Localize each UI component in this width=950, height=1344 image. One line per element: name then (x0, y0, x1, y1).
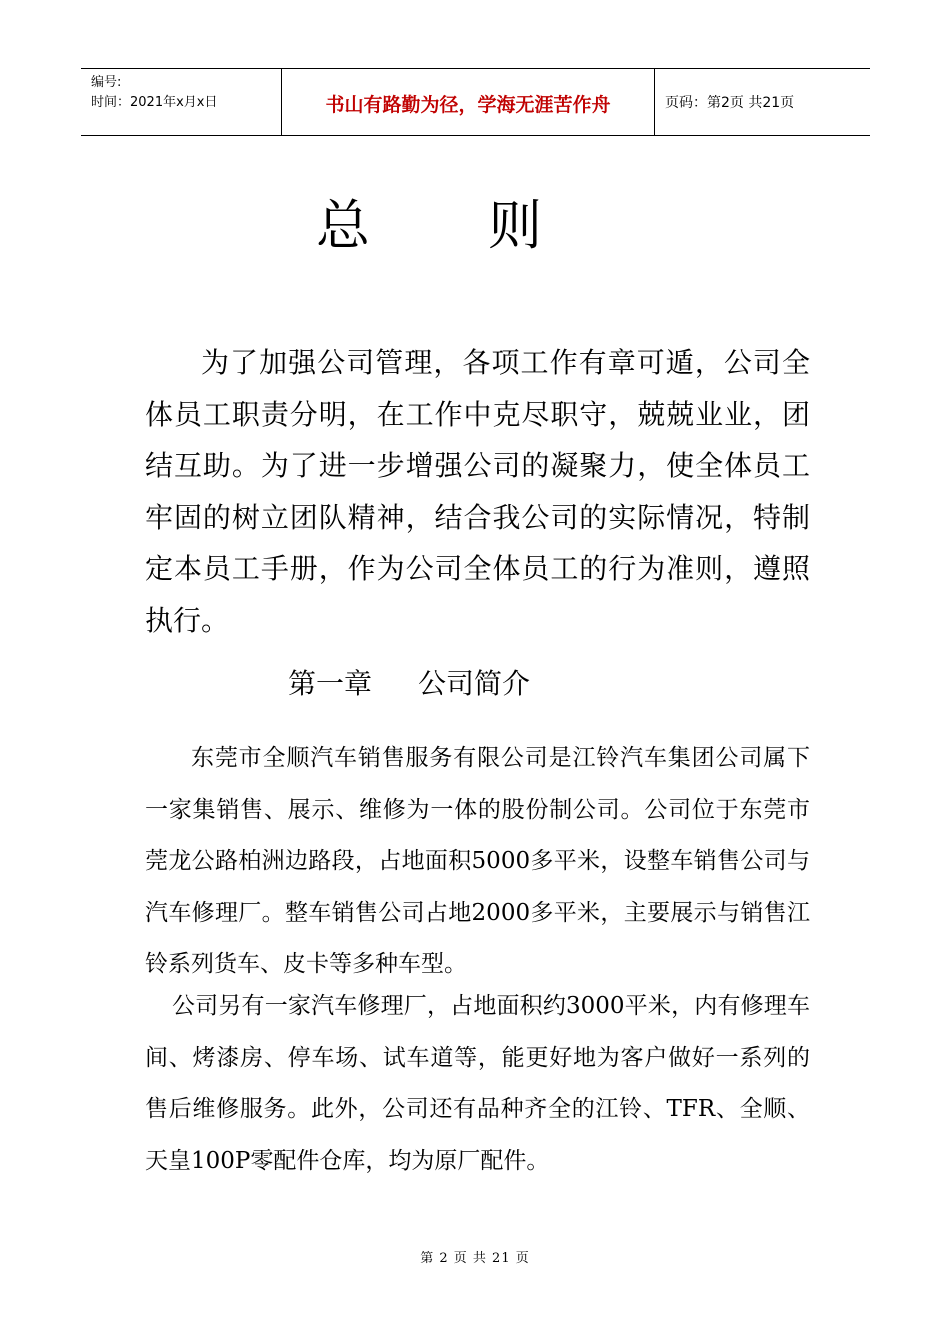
title-part-1: 总 (316, 194, 370, 257)
page-footer: 第 2 页 共 21 页 (420, 1251, 530, 1266)
title-part-2: 则 (488, 194, 542, 257)
motto-text: 书山有路勤为径，学海无涯苦作舟 (325, 93, 611, 116)
header-motto-cell (282, 69, 655, 135)
chapter-number: 第一章 (288, 667, 373, 700)
header-page-cell (655, 69, 870, 135)
chapter-name: 公司简介 (418, 667, 531, 700)
page-info: 页码：第2页 共21页 (665, 95, 795, 111)
company-intro-paragraph-2: 公司另有一家汽车修理厂，占地面积约3000平米，内有修理车间、烤漆房、停车场、试车道等，能更好地为客户做好一系列的售后维修服务。此外，公司还有品种齐全的江铃、TFR、全顺、天皇100P零配件仓库，均为原厂配件。 (145, 993, 810, 1174)
number-label: 编号: (91, 75, 122, 90)
intro-paragraph: 为了加强公司管理，各项工作有章可遁，公司全体员工职责分明，在工作中克尽职守，兢兢业业，团结互助。为了进一步增强公司的凝聚力，使全体员工牢固的树立团队精神，结合我公司的实际情况，特制定本员工手册，作为公司全体员工的行为准则，遵照执行。 (145, 346, 810, 637)
document-header (81, 68, 870, 136)
time-label: 时间：2021年x月x日 (91, 95, 218, 110)
chapter-heading (288, 662, 530, 706)
header-meta-cell (81, 69, 282, 135)
company-intro-paragraph-1: 东莞市全顺汽车销售服务有限公司是江铃汽车集团公司属下一家集销售、展示、维修为一体的股份制公司。公司位于东莞市莞龙公路柏洲边路段，占地面积5000多平米，设整车销售公司与汽车修理厂。整车销售公司占地2000多平米，主要展示与销售江铃系列货车、皮卡等多种车型。 (145, 745, 810, 977)
page-title (316, 186, 542, 266)
